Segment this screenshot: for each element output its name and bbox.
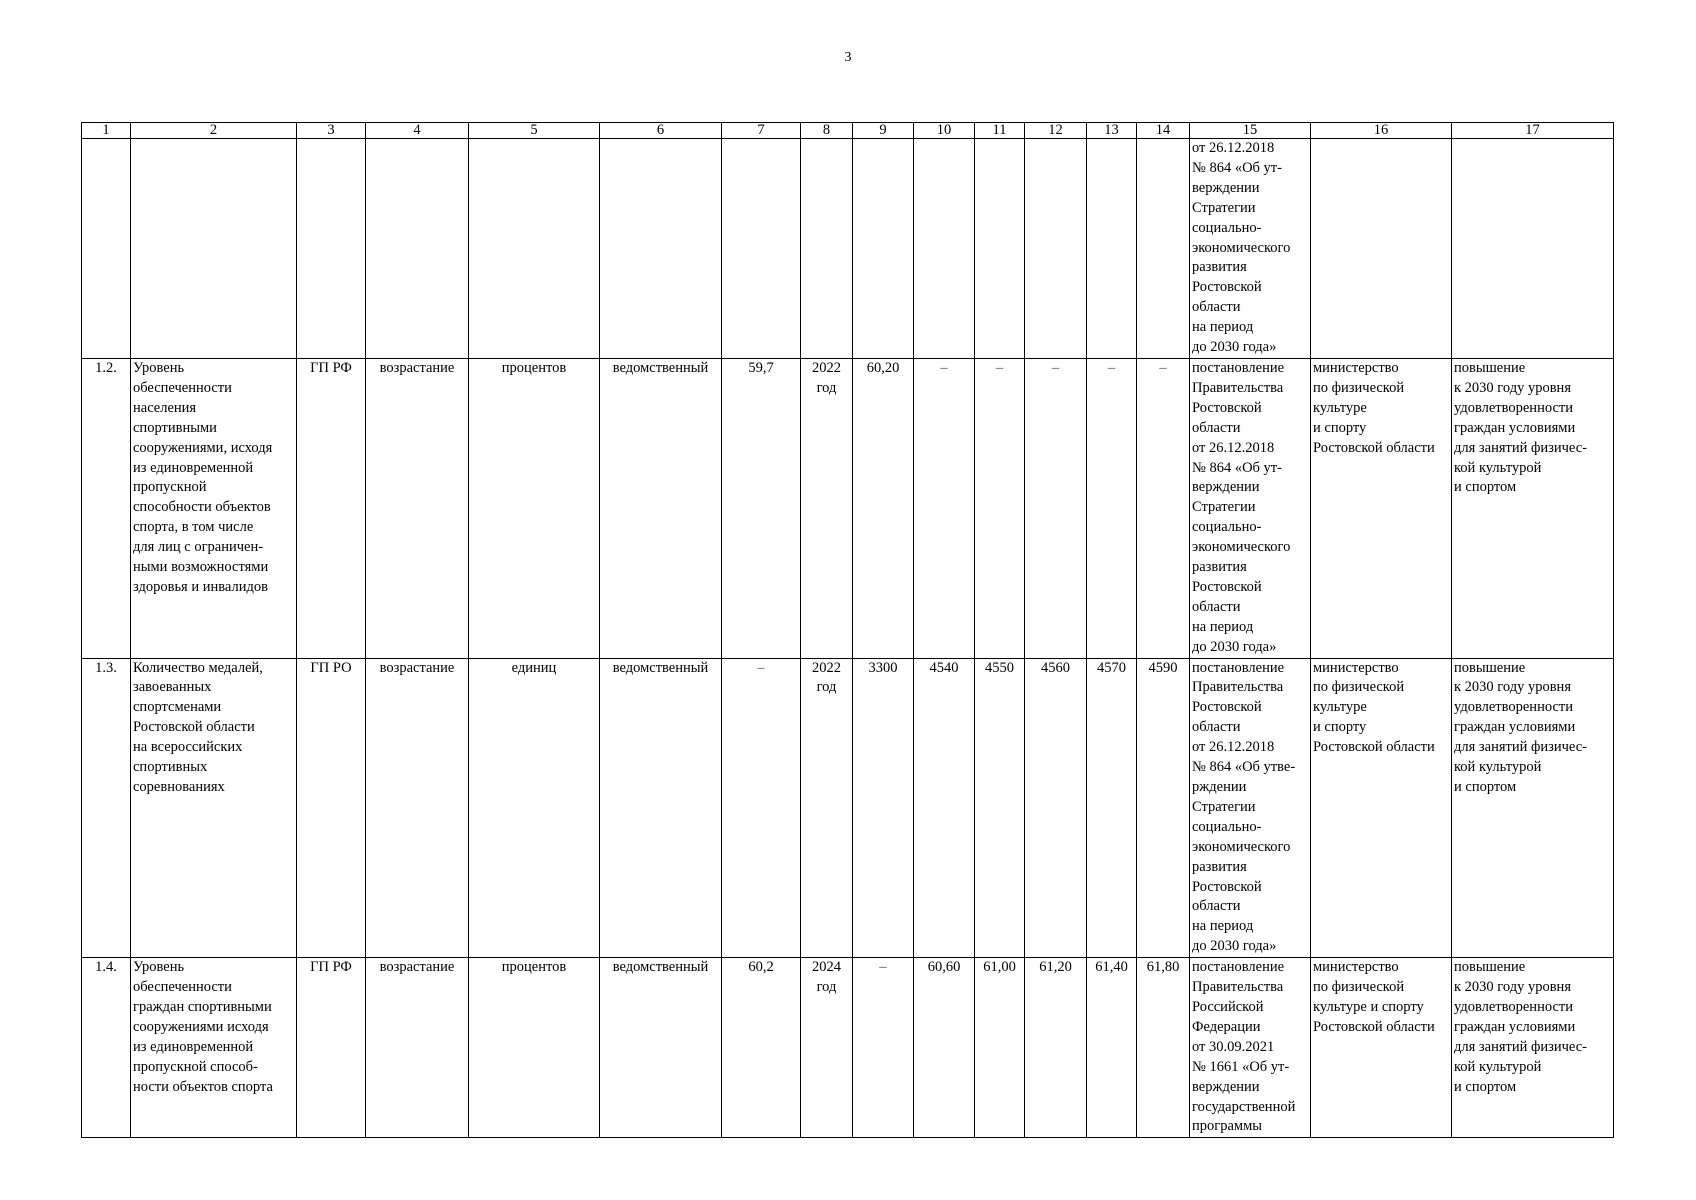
cell-link: повышение к 2030 году уровня удовлетворенности граждан условиями для занятий физичес- кой культурой и спортом	[1452, 958, 1614, 1138]
cell-document: от 26.12.2018 № 864 «Об ут- верждении Стратегии социально- экономического развития Ростовской области на период до 2030 года»	[1190, 139, 1311, 359]
cell-indicator-name	[131, 139, 297, 359]
cell-number: 1.2.	[82, 358, 131, 658]
cell-level: ГП РФ	[297, 958, 366, 1138]
cell-unit: единиц	[469, 658, 600, 958]
cell-base-value: –	[722, 658, 801, 958]
cell-value	[1025, 139, 1087, 359]
cell-indicator-name: Уровень обеспеченности граждан спортивными сооружениями исходя из единовременной пропускной способ- ности объектов спорта	[131, 958, 297, 1138]
cell-document: постановление Правительства Российской Федерации от 30.09.2021 № 1661 «Об ут- верждении государственной программы	[1190, 958, 1311, 1138]
cell-value: –	[1137, 358, 1190, 658]
cell-number: 1.4.	[82, 958, 131, 1138]
column-number-row	[82, 123, 1614, 139]
column-header: 4	[366, 123, 469, 139]
cell-value: –	[1025, 358, 1087, 658]
cell-value: 4570	[1087, 658, 1137, 958]
cell-responsible: министерство по физической культуре и спорту Ростовской области	[1311, 658, 1452, 958]
column-header: 3	[297, 123, 366, 139]
cell-type: ведомственный	[600, 658, 722, 958]
cell-value	[975, 139, 1025, 359]
cell-value: 4550	[975, 658, 1025, 958]
cell-value: –	[914, 358, 975, 658]
cell-value	[1137, 139, 1190, 359]
cell-value: 60,60	[914, 958, 975, 1138]
column-header: 15	[1190, 123, 1311, 139]
cell-responsible: министерство по физической культуре и спорту Ростовской области	[1311, 358, 1452, 658]
column-header: 1	[82, 123, 131, 139]
cell-document: постановление Правительства Ростовской области от 26.12.2018 № 864 «Об ут- верждении Стратегии социально- экономического развития Ростовской области на период до 2030 года»	[1190, 358, 1311, 658]
cell-value: 61,80	[1137, 958, 1190, 1138]
cell-value: 61,20	[1025, 958, 1087, 1138]
page-number: 3	[844, 50, 852, 65]
cell-value: 61,00	[975, 958, 1025, 1138]
cell-value: 4590	[1137, 658, 1190, 958]
cell-unit: процентов	[469, 958, 600, 1138]
cell-base-value: 60,2	[722, 958, 801, 1138]
cell-indicator-name: Уровень обеспеченности населения спортивными сооружениями, исходя из единовременной пропускной способности объектов спорта, в том числе для лиц с ограничен- ными возможностями здоровья и инвалидов	[131, 358, 297, 658]
cell-type	[600, 139, 722, 359]
column-header: 9	[853, 123, 914, 139]
cell-link: повышение к 2030 году уровня удовлетворенности граждан условиями для занятий физичес- кой культурой и спортом	[1452, 358, 1614, 658]
table-row	[82, 358, 1614, 658]
cell-type: ведомственный	[600, 958, 722, 1138]
cell-value: 60,20	[853, 358, 914, 658]
cell-number: 1.3.	[82, 658, 131, 958]
column-header: 11	[975, 123, 1025, 139]
cell-trend	[366, 139, 469, 359]
cell-value	[853, 139, 914, 359]
cell-value: –	[975, 358, 1025, 658]
cell-base-year: 2022 год	[801, 658, 853, 958]
column-header: 5	[469, 123, 600, 139]
indicators-table	[81, 122, 1614, 1138]
cell-base-year: 2022 год	[801, 358, 853, 658]
column-header: 14	[1137, 123, 1190, 139]
cell-unit: процентов	[469, 358, 600, 658]
cell-value	[914, 139, 975, 359]
cell-level: ГП РО	[297, 658, 366, 958]
cell-value: –	[853, 958, 914, 1138]
cell-base-value: 59,7	[722, 358, 801, 658]
cell-indicator-name: Количество медалей, завоеванных спортсменами Ростовской области на всероссийских спортивных соревнованиях	[131, 658, 297, 958]
cell-base-year: 2024 год	[801, 958, 853, 1138]
cell-value: 4560	[1025, 658, 1087, 958]
cell-document: постановление Правительства Ростовской области от 26.12.2018 № 864 «Об утве- рждении Стратегии социально- экономического развития Ростовской области на период до 2030 года»	[1190, 658, 1311, 958]
cell-value: –	[1087, 358, 1137, 658]
cell-level	[297, 139, 366, 359]
cell-level: ГП РФ	[297, 358, 366, 658]
column-header: 7	[722, 123, 801, 139]
cell-responsible: министерство по физической культуре и спорту Ростовской области	[1311, 958, 1452, 1138]
cell-trend: возрастание	[366, 958, 469, 1138]
table-row	[82, 139, 1614, 359]
cell-trend: возрастание	[366, 658, 469, 958]
cell-base-value	[722, 139, 801, 359]
cell-trend: возрастание	[366, 358, 469, 658]
column-header: 2	[131, 123, 297, 139]
column-header: 10	[914, 123, 975, 139]
cell-type: ведомственный	[600, 358, 722, 658]
column-header: 6	[600, 123, 722, 139]
cell-responsible	[1311, 139, 1452, 359]
cell-number	[82, 139, 131, 359]
cell-unit	[469, 139, 600, 359]
cell-link	[1452, 139, 1614, 359]
table-row	[82, 958, 1614, 1138]
cell-value: 61,40	[1087, 958, 1137, 1138]
cell-value	[1087, 139, 1137, 359]
cell-base-year	[801, 139, 853, 359]
cell-value: 3300	[853, 658, 914, 958]
column-header: 17	[1452, 123, 1614, 139]
cell-value: 4540	[914, 658, 975, 958]
column-header: 8	[801, 123, 853, 139]
column-header: 16	[1311, 123, 1452, 139]
column-header: 12	[1025, 123, 1087, 139]
table-row	[82, 658, 1614, 958]
column-header: 13	[1087, 123, 1137, 139]
cell-link: повышение к 2030 году уровня удовлетворенности граждан условиями для занятий физичес- кой культурой и спортом	[1452, 658, 1614, 958]
